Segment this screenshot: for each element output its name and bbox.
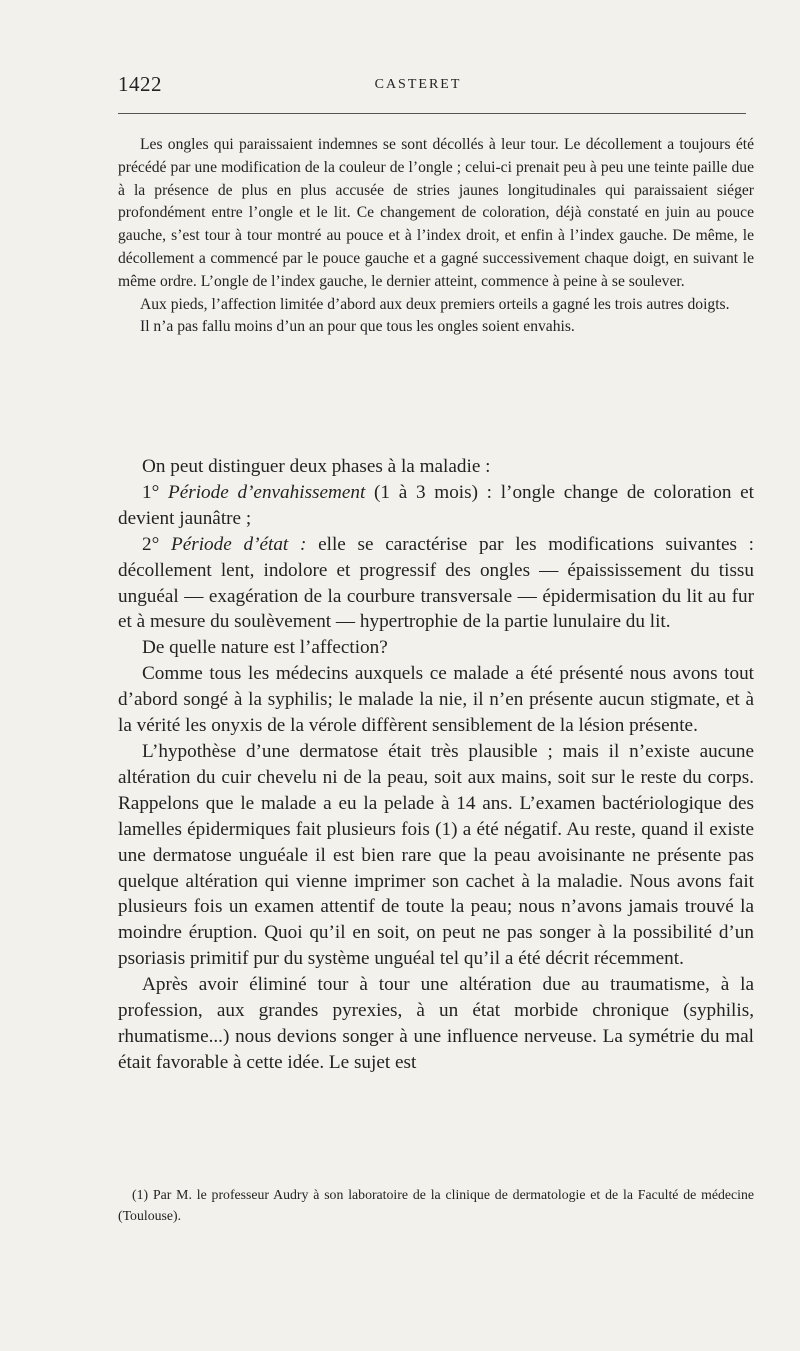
footnote-text: (1) Par M. le professeur Audry à son laboratoire de la clinique de dermatologie et de la Faculté de médecine (Toulouse).: [118, 1187, 754, 1223]
discussion: [118, 454, 754, 1076]
paragraph-phase-2: [118, 532, 754, 636]
case-description: [118, 134, 754, 339]
phase-2-title: Période d’état :: [171, 533, 307, 555]
paragraph-influence-nerveuse: Après avoir éliminé tour à tour une altération due au traumatisme, à la profession, aux grandes pyrexies, à un état morbide chronique (syphilis, rhumatisme...) nous devions songer à une influence nerveuse. La symétrie du mal était favorable à cette idée. Le sujet est: [118, 974, 754, 1073]
paragraph-dermatose: L’hypothèse d’une dermatose était très plausible ; mais il n’existe aucune altération du cuir chevelu ni de la peau, soit aux mains, soit sur le reste du corps. Rappelons que le malade a eu la pelade à 14 ans. L’examen bactériologique des lamelles épidermiques fait plusieurs fois (1) a été négatif. Au reste, quand il existe une dermatose unguéale il est bien rare que la peau avoisinante ne présente pas quelque altération qui vienne imprimer son cachet à la maladie. Nous avons fait plusieurs fois un examen attentif de toute la peau; nous n’avons jamais trouvé la moindre éruption. Quoi qu’il en soit, on peut ne pas songer à la possibilité d’un psoriasis primitif pur du système unguéal tel qu’il a été décrit récemment.: [118, 740, 754, 970]
paragraph-question: De quelle nature est l’affection?: [142, 637, 388, 659]
phase-1-text: (1 à 3 mois) : l’ongle change de coloration et devient jaunâtre ;: [118, 481, 754, 529]
paragraph-pieds: Aux pieds, l’affection limitée d’abord aux deux premiers orteils a gagné les trois autres doigts.: [140, 295, 730, 313]
paragraph-envahis: Il n’a pas fallu moins d’un an pour que tous les ongles soient envahis.: [140, 318, 575, 336]
page-number: 1422: [118, 72, 162, 96]
paragraph-intro: On peut distinguer deux phases à la maladie :: [142, 456, 491, 477]
header-rule: [118, 113, 746, 114]
paragraph-syphilis: Comme tous les médecins auxquels ce malade a été présenté nous avons tout d’abord songé à la syphilis; le malade la nie, il n’en présente aucun stigmate, et à la vérité les onyxis de la vérole diffèrent sensiblement de la lésion présente.: [118, 663, 754, 737]
page-header: [118, 72, 718, 102]
phase-2-text: elle se caractérise par les modifications suivantes : décollement lent, indolore et progressif des ongles — épaississement du tissu unguéal — exagération de la courbure transversale — épidermisation du lit au fur et à mesure du soulèvement — hypertrophie de la partie lunulaire du lit.: [118, 533, 754, 633]
paragraph-ongles: Les ongles qui paraissaient indemnes se sont décollés à leur tour. Le décollement a toujours été précédé par une modification de la couleur de l’ongle ; celui-ci prenait peu à peu une teinte paille due à la présence de plus en plus accusée de stries jaunes longitudinales qui paraissaient siéger profondément entre l’ongle et le lit. Ce changement de coloration, déjà constaté en juin au pouce gauche, s’est tour à tour montré au pouce et à l’index droit, et enfin à l’index gauche. De même, le décollement a commencé par le pouce gauche et a gagné successivement chaque doigt, en suivant le même ordre. L’ongle de l’index gauche, le dernier atteint, commence à peine à se soulever.: [118, 136, 754, 290]
phase-1-number: 1°: [142, 481, 160, 503]
phase-1-title: Période d’envahissement: [168, 481, 366, 503]
phase-2-number: 2°: [142, 533, 160, 555]
running-head: CASTERET: [374, 77, 462, 92]
paragraph-phase-1: [118, 480, 754, 532]
footnote: [118, 1184, 754, 1226]
